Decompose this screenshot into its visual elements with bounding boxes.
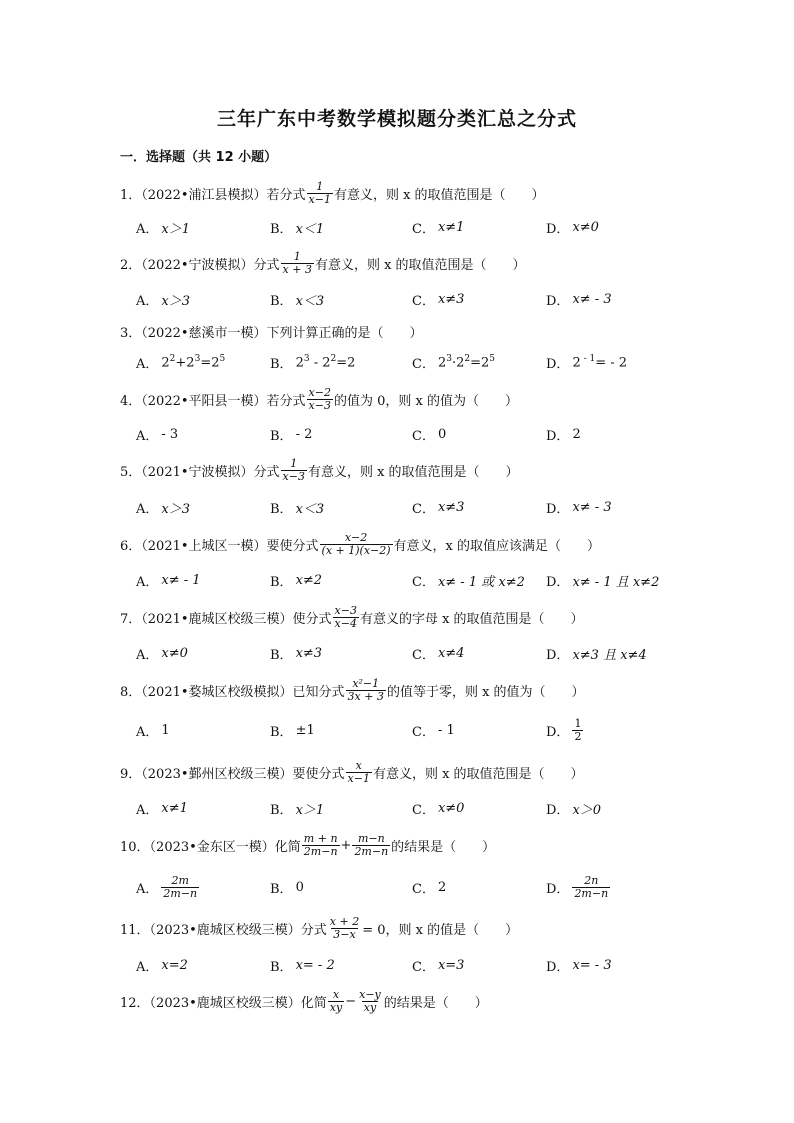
option-b: B． x≠3 (270, 645, 323, 663)
question-7-options (0, 642, 794, 664)
question-4-options (0, 423, 794, 445)
option-b: B． x= - 2 (270, 957, 335, 975)
option-a: A． x＞3 (136, 293, 190, 309)
question-1-prefix: 1．（2022•浦江县模拟）若分式 (120, 187, 306, 203)
section-heading: 一．选择题（共 12 小题） (120, 150, 278, 165)
option-b: B． - 2 (270, 426, 313, 444)
question-1 (120, 180, 545, 206)
question-2: 2．（2022•宁波模拟）分式 $\frac{1}{x + 3}$ 有意义，则 x 的取值范围是（ ） (120, 249, 526, 276)
question-8-options (0, 716, 794, 743)
question-10-fraction-2: $\frac{m-n}{2m-n}$ (354, 831, 389, 858)
option-d: D． x≠ - 1 且 x≠2 (546, 574, 660, 590)
question-6-fraction: $\frac{x-2}{(x + 1)(x-2)}$ (321, 530, 391, 557)
question-5: 5．（2021•宁波模拟）分式 $\frac{1}{x-3}$ 有意义，则 x 的取值范围是（ ） (120, 456, 519, 483)
option-a: A． x＞3 (136, 501, 190, 517)
option-a: A． x=2 (136, 957, 188, 975)
question-12-fraction-2: $\frac{x-y}{xy}$ (359, 987, 381, 1014)
option-c: C． x≠ - 1 或 x≠2 (412, 574, 525, 590)
option-b: B． x＜1 (270, 221, 325, 237)
option-d: D． x≠3 且 x≠4 (546, 647, 647, 663)
option-a: A． 1 (136, 722, 170, 740)
question-10: 10．（2023•金东区一模）化简 $\frac{m + n}{2m-n}$ + $\frac{m-n}{2m-n}$ 的结果是（ ） (120, 831, 496, 858)
option-b: B． x＞1 (270, 802, 325, 818)
option-b: B． $2^3 - 2^2=2$ (270, 353, 356, 372)
option-b: B． ±1 (270, 722, 315, 740)
option-a: A． $2^2+2^3=2^5$ (136, 353, 226, 372)
option-c: C． 0 (412, 426, 447, 444)
option-c: C． x≠0 (412, 800, 465, 818)
question-3: 3．（2022•慈溪市一模）下列计算正确的是（ ） (120, 325, 423, 341)
question-9: 9．（2023•鄞州区校级三模）要使分式 $\frac{x}{x-1}$ 有意义，则 x 的取值范围是（ ） (120, 758, 584, 785)
option-b: B． x＜3 (270, 293, 325, 309)
question-4: 4．（2022•平阳县一模）若分式 $\frac{x-2}{x-3}$ 的值为 0，则 x 的值为（ ） (120, 385, 518, 412)
option-d: D． x＞0 (546, 802, 602, 818)
option-c: C． x≠1 (412, 219, 465, 237)
option-b: B． 0 (270, 879, 304, 897)
option-a: A． x≠0 (136, 645, 188, 663)
option-d: D． x≠0 (546, 219, 599, 237)
question-10-fraction-1: $\frac{m + n}{2m-n}$ (303, 831, 338, 858)
option-d: D． 2 $^{- 1}$= - 2 (546, 353, 628, 372)
question-5-fraction: $\frac{1}{x-3}$ (282, 456, 305, 483)
question-2-fraction: $\frac{1}{x + 3}$ (282, 249, 312, 276)
option-c: C． $2^3\cdot 2^2=2^5$ (412, 353, 496, 372)
question-8-fraction: $\frac{\text{x²−1}}{3x + 3}$ (347, 676, 384, 703)
question-7-fraction: $\frac{x-3}{x-4}$ (334, 603, 357, 630)
option-a: A． x≠ - 1 (136, 572, 201, 590)
option-c: C． 2 (412, 879, 447, 897)
question-12-fraction-1: $\frac{x}{xy}$ (329, 987, 343, 1014)
question-1-suffix: 有意义，则 x 的取值范围是（ ） (333, 187, 545, 203)
option-c: C． x=3 (412, 957, 465, 975)
question-1-fraction: $\frac{1}{x-1}$ (308, 179, 331, 206)
question-11-options (0, 954, 794, 976)
question-10-options (0, 873, 794, 900)
option-d: D． $\frac{2n}{2m-n}$ (546, 873, 609, 900)
question-5-options (0, 496, 794, 518)
question-3-options (0, 351, 794, 373)
option-c: C． x≠3 (412, 291, 465, 309)
option-a: A． - 3 (136, 426, 179, 444)
question-7: 7．（2021•鹿城区校级三模）使分式 $\frac{x-3}{x-4}$ 有意义的字母 x 的取值范围是（ ） (120, 603, 584, 630)
option-c: C． x≠4 (412, 645, 465, 663)
question-12: 12．（2023•鹿城区校级三模）化简 $\frac{x}{xy}$ − $\frac{x-y}{xy}$ 的结果是（ ） (120, 987, 488, 1014)
question-1-options (0, 216, 794, 238)
option-d: D． x≠ - 3 (546, 291, 612, 309)
question-8: 8．（2021•婺城区校级模拟）已知分式 $\frac{\text{x²−1}}{3x + 3}$ 的值等于零，则 x 的值为（ ） (120, 676, 585, 703)
question-9-fraction: $\frac{x}{x-1}$ (347, 758, 370, 785)
option-c: C． x≠3 (412, 499, 465, 517)
option-d: D． x= - 3 (546, 957, 612, 975)
option-b: B． x＜3 (270, 501, 325, 517)
question-4-fraction: $\frac{x-2}{x-3}$ (308, 385, 331, 412)
question-2-options (0, 288, 794, 310)
question-11: 11．（2023•鹿城区校级三模）分式 $\frac{x + 2}{3-x}$ = 0，则 x 的值是（ ） (120, 914, 519, 941)
question-9-options (0, 797, 794, 819)
question-11-fraction: $\frac{x + 2}{3-x}$ (329, 914, 360, 941)
page-title: 三年广东中考数学模拟题分类汇总之分式 (216, 108, 577, 130)
question-6-options (0, 569, 794, 591)
option-d: D． x≠ - 3 (546, 499, 612, 517)
option-a: A． x≠1 (136, 800, 188, 818)
option-b: B． x≠2 (270, 572, 323, 590)
option-a: A． $\frac{2m}{2m-n}$ (136, 873, 198, 900)
option-a: A． x＞1 (136, 221, 190, 237)
option-d: D． $\frac{1}{2}$ (546, 716, 582, 743)
option-c: C． - 1 (412, 722, 455, 740)
option-d: D． 2 (546, 426, 581, 444)
question-6: 6．（2021•上城区一模）要使分式 $\frac{x-2}{(x + 1)(x-2)}$ 有意义，x 的取值应该满足（ ） (120, 530, 600, 557)
